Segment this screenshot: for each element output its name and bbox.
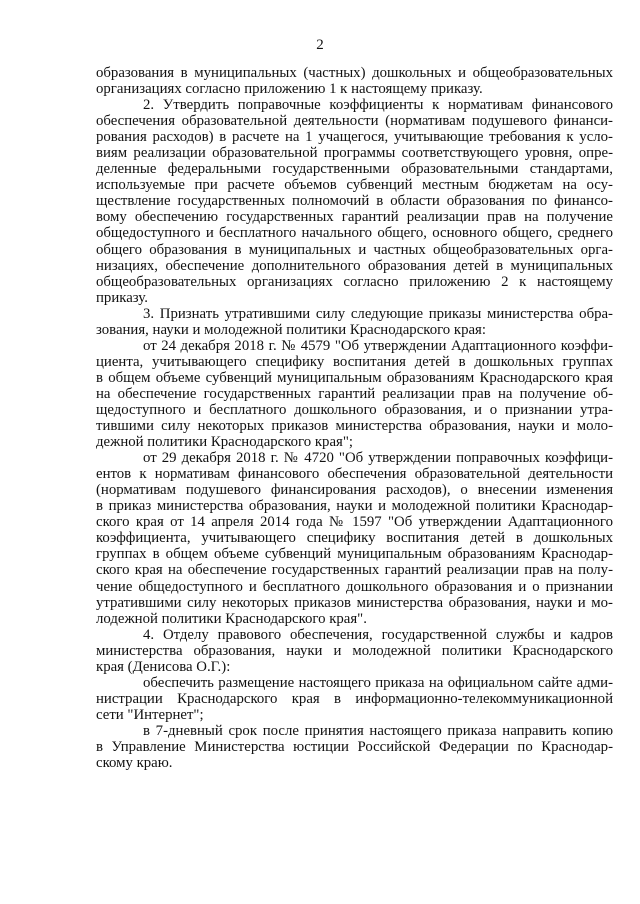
text-line: ществление государственных полномочий в области образования по финансо-: [96, 193, 613, 210]
text-line: тившими силу некоторых приказов министерства образования, науки и моло-: [96, 418, 613, 435]
page-number: 2: [316, 37, 324, 53]
text-line: виям реализации образовательной программы соответствующего уровня, опре-: [96, 145, 613, 162]
paragraph: [96, 627, 613, 675]
text-line: обеспечить размещение настоящего приказа на официальном сайте адми-: [143, 674, 613, 691]
text-line: 3. Признать утратившими силу следующие приказы министерства обра-: [143, 305, 613, 322]
text-line: общедоступного и бесплатного начального общего, основного общего, среднего: [96, 225, 613, 242]
text-line: от 29 декабря 2018 г. № 4720 "Об утверждении поправочных коэффици-: [143, 450, 613, 467]
text-line: чение общедоступного и бесплатного дошкольного образования и о признании: [96, 578, 613, 595]
text-line: образования в муниципальных (частных) дошкольных и общеобразовательных: [96, 65, 613, 81]
paragraph: [96, 723, 613, 771]
text-line: нистрации Краснодарского края в информационно-телекоммуникационной: [96, 690, 613, 707]
text-line: скому краю.: [96, 755, 173, 772]
text-line: организациях согласно приложению 1 к настоящему приказу.: [96, 81, 483, 98]
text-line: ского края на обеспечение государственных гарантий реализации прав на полу-: [96, 562, 613, 579]
text-line: вому обеспечению государственных гарантий реализации прав на получение: [96, 209, 613, 226]
text-line: общеобразовательных организациях согласно приложению 2 к настоящему: [96, 273, 613, 290]
text-line: зования, науки и молодежной политики Краснодарского края:: [96, 321, 486, 338]
text-line: в общем объеме субвенций муниципальным образованиям Краснодарского края: [96, 369, 613, 386]
text-line: щедоступного и бесплатного дошкольного образования, и о признании утра-: [96, 401, 613, 418]
text-line: от 24 декабря 2018 г. № 4579 "Об утверждении Адаптационного коэффи-: [143, 337, 613, 354]
paragraph: [96, 675, 613, 723]
text-line: низациях, обеспечение дополнительного образования детей в муниципальных: [96, 257, 613, 274]
text-line: ского края от 14 апреля 2014 года № 1597 "Об утверждении Адаптационного: [96, 514, 613, 531]
paragraph: [96, 306, 613, 338]
text-line: 2. Утвердить поправочные коэффициенты к нормативам финансового: [143, 97, 613, 114]
text-line: дежной политики Краснодарского края";: [96, 434, 353, 451]
text-line: края (Денисова О.Г.):: [96, 658, 231, 675]
text-line: обеспечения образовательной деятельности (нормативам подушевого финанси-: [96, 113, 613, 130]
text-line: 4. Отделу правового обеспечения, государственной службы и кадров: [143, 626, 613, 643]
text-line: группах в общем объеме субвенций муниципальным образованиям Краснодар-: [96, 546, 613, 563]
text-line: в 7-дневный срок после принятия настоящего приказа направить копию: [143, 722, 613, 739]
text-line: приказу.: [96, 289, 148, 306]
text-line: в Управление Министерства юстиции Российской Федерации по Краснодар-: [96, 738, 613, 755]
text-line: циента, учитывающего специфику воспитания детей в дошкольных группах: [96, 353, 613, 370]
text-line: в приказ министерства образования, науки и молодежной политики Краснодар-: [96, 498, 613, 515]
text-line: лодежной политики Краснодарского края".: [96, 610, 367, 627]
text-line: ентов к нормативам финансового обеспечения образовательной деятельности: [96, 466, 613, 483]
text-line: деленные федеральными государственными образовательными стандартами,: [96, 161, 613, 178]
text-line: общего образования в муниципальных и частных общеобразовательных орга-: [96, 241, 613, 258]
text-line: утратившими силу некоторых приказов министерства образования, науки и мо-: [96, 594, 613, 611]
text-line: используемые при расчете объемов субвенций местным бюджетам на осу-: [96, 177, 613, 194]
text-line: рования расходов) в расчете на 1 учащегося, учитывающие требования к усло-: [96, 129, 613, 146]
text-line: сети "Интернет";: [96, 706, 204, 723]
paragraph: [96, 338, 613, 450]
document-body: [96, 65, 613, 771]
text-line: на обеспечение государственных гарантий реализации прав на получение об-: [96, 385, 613, 402]
paragraph: [96, 450, 613, 627]
text-line: министерства образования, науки и молодежной политики Краснодарского: [96, 642, 613, 659]
text-line: коэффициента, учитывающего специфику воспитания детей в дошкольных: [96, 530, 613, 547]
text-line: (нормативам подушевого финансирования расходов), о внесении изменения: [96, 482, 613, 499]
paragraph: [96, 65, 613, 97]
paragraph: [96, 97, 613, 306]
